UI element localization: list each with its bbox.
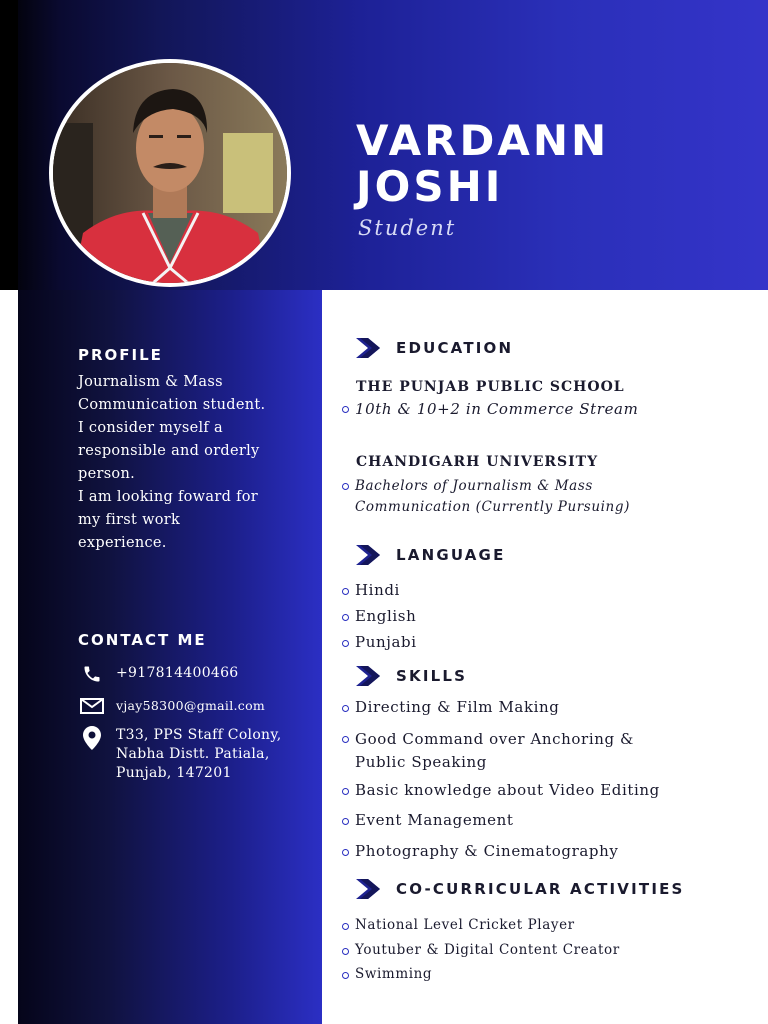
activity-label: Swimming (355, 966, 433, 982)
profile-photo (49, 59, 291, 287)
address-line: T33, PPS Staff Colony, (116, 727, 282, 743)
school-detail-line: 10th & 10+2 in Commerce Stream (355, 400, 639, 418)
profile-line: I am looking foward for (78, 489, 258, 505)
name-last: JOSHI (356, 162, 504, 211)
profile-text (78, 371, 300, 555)
skill-item (342, 842, 618, 860)
contact-email[interactable]: vjay58300@gmail.com (116, 698, 266, 713)
language-heading-text: LANGUAGE (396, 546, 506, 564)
bullet-icon (342, 614, 349, 621)
phone-icon (80, 664, 104, 684)
language-label: Punjabi (355, 633, 417, 651)
profile-heading: PROFILE (78, 346, 163, 364)
bullet-icon (342, 818, 349, 825)
school-detail (342, 476, 630, 518)
mail-icon (80, 696, 104, 716)
bullet-icon (342, 640, 349, 647)
skill-label: Basic knowledge about Video Editing (355, 781, 660, 799)
language-item (342, 581, 400, 599)
skill-label: Good Command over Anchoring & (355, 730, 634, 748)
skill-label: Public Speaking (355, 753, 487, 771)
profile-line: Journalism & Mass (78, 374, 223, 390)
school-name: CHANDIGARH UNIVERSITY (356, 454, 599, 470)
language-item (342, 607, 416, 625)
school-name: THE PUNJAB PUBLIC SCHOOL (356, 379, 625, 395)
skill-item (342, 781, 660, 799)
contact-address (116, 726, 281, 783)
profile-line: experience. (78, 535, 167, 551)
language-label: Hindi (355, 581, 400, 599)
bullet-icon (342, 788, 349, 795)
language-heading (356, 545, 506, 565)
address-line: Punjab, 147201 (116, 765, 232, 781)
bullet-icon (342, 948, 349, 955)
profile-line: Communication student. (78, 397, 266, 413)
skill-item (342, 698, 560, 716)
activities-heading-text: CO-CURRICULAR ACTIVITIES (396, 880, 685, 898)
chevron-right-icon (356, 338, 382, 358)
skills-heading-text: SKILLS (396, 667, 468, 685)
chevron-right-icon (356, 879, 382, 899)
activity-item (342, 917, 575, 933)
candidate-role: Student (358, 216, 457, 240)
contact-phone-row (80, 664, 239, 684)
activity-item (342, 942, 620, 958)
school-detail-line: Bachelors of Journalism & Mass (355, 478, 593, 494)
profile-line: my first work (78, 512, 181, 528)
activity-label: Youtuber & Digital Content Creator (355, 942, 620, 958)
contact-email-row (80, 696, 265, 716)
language-label: English (355, 607, 417, 625)
profile-line: person. (78, 466, 136, 482)
name-first: VARDANN (356, 116, 610, 165)
activities-heading (356, 879, 685, 899)
bullet-icon (342, 588, 349, 595)
skill-label: Photography & Cinematography (355, 842, 619, 860)
skill-item (342, 811, 514, 829)
left-edge-strip (0, 0, 18, 290)
profile-line: I consider myself a (78, 420, 223, 436)
candidate-name (356, 118, 756, 210)
skill-item (342, 728, 634, 774)
school-detail-line: Communication (Currently Pursuing) (355, 499, 630, 515)
address-line: Nabha Distt. Patiala, (116, 746, 270, 762)
bullet-icon (342, 849, 349, 856)
language-item (342, 633, 417, 651)
location-pin-icon (80, 726, 104, 750)
bullet-icon (342, 736, 349, 743)
skill-label: Event Management (355, 811, 514, 829)
bullet-icon (342, 923, 349, 930)
activity-item (342, 966, 432, 982)
contact-phone[interactable]: +917814400466 (116, 665, 239, 681)
bullet-icon (342, 705, 349, 712)
skill-label: Directing & Film Making (355, 698, 560, 716)
activity-label: National Level Cricket Player (355, 917, 575, 933)
contact-heading: CONTACT ME (78, 631, 207, 649)
chevron-right-icon (356, 545, 382, 565)
profile-line: responsible and orderly (78, 443, 260, 459)
school-detail (342, 400, 638, 418)
education-heading-text: EDUCATION (396, 339, 514, 357)
contact-address-row (80, 726, 281, 783)
education-heading (356, 338, 513, 358)
skills-heading (356, 666, 467, 686)
bullet-icon (342, 483, 349, 490)
profile-photo-image (53, 63, 287, 283)
bullet-icon (342, 972, 349, 979)
bullet-icon (342, 406, 349, 413)
chevron-right-icon (356, 666, 382, 686)
